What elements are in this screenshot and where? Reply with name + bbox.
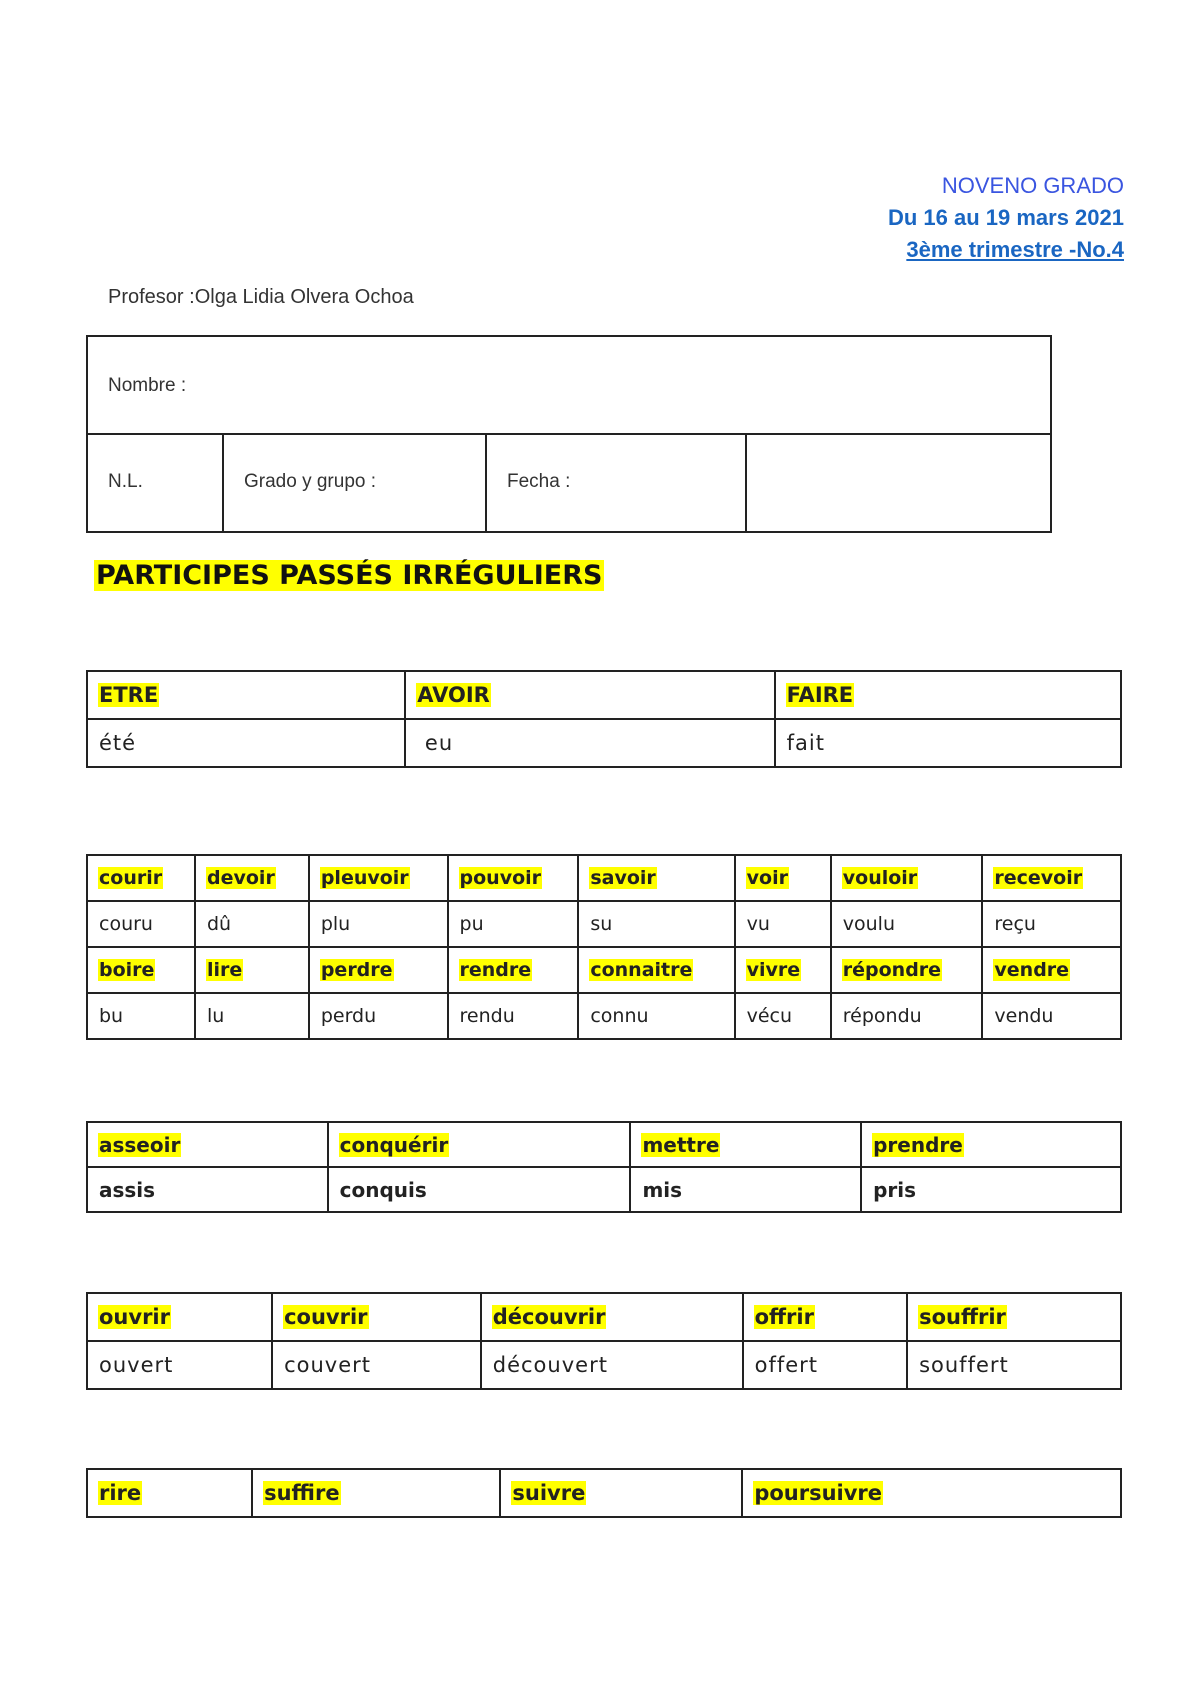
verb-row <box>87 671 1121 719</box>
participle-row <box>87 1341 1121 1389</box>
nl-field[interactable] <box>88 435 224 533</box>
verb-cell <box>742 1469 1121 1517</box>
participle-cell <box>328 1167 631 1212</box>
participle-label: conquis <box>339 1177 427 1202</box>
participle-label: fait <box>786 731 825 755</box>
verb-cell <box>743 1293 907 1341</box>
date-field[interactable] <box>487 435 747 533</box>
participle-cell <box>272 1341 481 1389</box>
verb-cell <box>87 1469 252 1517</box>
participle-cell <box>735 901 831 947</box>
verb-cell <box>328 1122 631 1167</box>
verb-cell <box>831 855 983 901</box>
participle-row <box>87 1167 1121 1212</box>
participle-cell <box>630 1167 861 1212</box>
name-label: Nombre : <box>108 375 187 396</box>
participle-label: reçu <box>994 913 1036 935</box>
verb-cell <box>735 947 831 993</box>
grade-group-field[interactable] <box>224 435 487 533</box>
grade-label: NOVENO GRADO <box>941 173 1124 198</box>
participle-cell <box>309 901 448 947</box>
participle-label: pris <box>873 1177 917 1202</box>
infinitive-label: mettre <box>642 1132 720 1157</box>
participle-cell <box>87 1341 272 1389</box>
verb-cell <box>982 947 1121 993</box>
infinitive-label: devoir <box>207 867 275 889</box>
participle-label: connu <box>590 1005 649 1027</box>
participle-label: dû <box>207 913 232 935</box>
participle-label: vécu <box>746 1005 793 1027</box>
verb-cell <box>309 947 448 993</box>
participle-label: ouvert <box>99 1353 174 1377</box>
participle-label: assis <box>99 1177 156 1202</box>
verb-row <box>87 1122 1121 1167</box>
participle-cell <box>831 901 983 947</box>
infinitive-label: vendre <box>994 959 1070 981</box>
infinitive-label: AVOIR <box>417 683 490 707</box>
infinitive-label: vouloir <box>842 867 918 889</box>
name-field[interactable] <box>88 337 1050 435</box>
verb-row <box>87 1469 1121 1517</box>
infinitive-label: ouvrir <box>99 1305 170 1329</box>
verb-cell <box>272 1293 481 1341</box>
student-info-box <box>86 335 1052 533</box>
infinitive-label: pouvoir <box>459 867 542 889</box>
verb-cell <box>907 1293 1121 1341</box>
verb-cell <box>87 855 195 901</box>
infinitive-label: prendre <box>873 1132 963 1157</box>
participle-label: eu <box>417 731 454 755</box>
infinitive-label: courir <box>99 867 163 889</box>
teacher-name: Profesor :Olga Lidia Olvera Ochoa <box>108 286 414 308</box>
participle-label: perdu <box>320 1005 377 1027</box>
verb-cell <box>448 947 579 993</box>
verb-cell <box>87 1293 272 1341</box>
page-title: PARTICIPES PASSÉS IRRÉGULIERS <box>96 560 603 591</box>
verb-cell <box>87 671 405 719</box>
infinitive-label: souffrir <box>919 1305 1006 1329</box>
participle-cell <box>907 1341 1121 1389</box>
participle-label: souffert <box>919 1353 1009 1377</box>
participle-cell <box>87 901 195 947</box>
infinitive-label: recevoir <box>994 867 1083 889</box>
participle-label: su <box>590 913 613 935</box>
participle-label: lu <box>207 1005 225 1027</box>
verb-cell <box>195 947 309 993</box>
participle-cell <box>775 719 1121 767</box>
infinitive-label: rendre <box>459 959 532 981</box>
participle-cell <box>448 901 579 947</box>
verb-table-2 <box>86 854 1122 1040</box>
infinitive-label: rire <box>99 1481 142 1505</box>
participle-label: plu <box>320 913 351 935</box>
date-range: Du 16 au 19 mars 2021 <box>887 205 1124 230</box>
infinitive-label: voir <box>746 867 788 889</box>
verb-table-5 <box>86 1468 1122 1518</box>
participle-row <box>87 719 1121 767</box>
infinitive-label: répondre <box>842 959 942 981</box>
participle-cell <box>982 993 1121 1039</box>
participle-cell <box>87 1167 328 1212</box>
infinitive-label: offrir <box>754 1305 814 1329</box>
verb-cell <box>578 855 734 901</box>
verb-cell <box>195 855 309 901</box>
verb-cell <box>630 1122 861 1167</box>
participle-cell <box>982 901 1121 947</box>
participle-cell <box>448 993 579 1039</box>
verb-row <box>87 855 1121 901</box>
infinitive-label: suffire <box>264 1481 340 1505</box>
infinitive-label: pleuvoir <box>320 867 409 889</box>
infinitive-label: découvrir <box>492 1305 606 1329</box>
infinitive-label: suivre <box>512 1481 586 1505</box>
participle-cell <box>578 901 734 947</box>
verb-cell <box>448 855 579 901</box>
participle-cell <box>743 1341 907 1389</box>
participle-label: mis <box>642 1177 683 1202</box>
date-label: Fecha : <box>507 471 571 492</box>
infinitive-label: connaitre <box>590 959 693 981</box>
verb-cell <box>578 947 734 993</box>
participle-label: couvert <box>284 1353 371 1377</box>
participle-label: voulu <box>842 913 895 935</box>
infinitive-label: asseoir <box>99 1132 181 1157</box>
participle-cell <box>195 901 309 947</box>
participle-label: pu <box>459 913 484 935</box>
infinitive-label: FAIRE <box>786 683 854 707</box>
verb-cell <box>87 947 195 993</box>
participle-cell <box>578 993 734 1039</box>
verb-cell <box>405 671 774 719</box>
header-block <box>888 170 1124 266</box>
participle-row <box>87 993 1121 1039</box>
verb-cell <box>982 855 1121 901</box>
verb-row <box>87 947 1121 993</box>
participle-cell <box>87 719 405 767</box>
participle-cell <box>87 993 195 1039</box>
participle-label: bu <box>99 1005 124 1027</box>
infinitive-label: poursuivre <box>754 1481 883 1505</box>
participle-label: été <box>99 731 137 755</box>
participle-cell <box>735 993 831 1039</box>
participle-label: couru <box>99 913 153 935</box>
verb-table-3 <box>86 1121 1122 1213</box>
verb-cell <box>735 855 831 901</box>
participle-cell <box>861 1167 1121 1212</box>
verb-cell <box>500 1469 742 1517</box>
nl-label: N.L. <box>108 471 143 492</box>
infinitive-label: couvrir <box>284 1305 368 1329</box>
participle-cell <box>481 1341 743 1389</box>
verb-cell <box>252 1469 500 1517</box>
participle-cell <box>405 719 774 767</box>
verb-cell <box>831 947 983 993</box>
infinitive-label: lire <box>207 959 243 981</box>
verb-table-1 <box>86 670 1122 768</box>
extra-field[interactable] <box>747 435 1050 533</box>
participle-label: vendu <box>994 1005 1054 1027</box>
participle-cell <box>195 993 309 1039</box>
verb-cell <box>861 1122 1121 1167</box>
trimester-link[interactable]: 3ème trimestre -No.4 <box>906 237 1124 262</box>
participle-label: vu <box>746 913 770 935</box>
verb-cell <box>87 1122 328 1167</box>
infinitive-label: conquérir <box>339 1132 449 1157</box>
participle-cell <box>831 993 983 1039</box>
participle-row <box>87 901 1121 947</box>
participle-cell <box>309 993 448 1039</box>
participle-label: découvert <box>492 1353 608 1377</box>
infinitive-label: ETRE <box>99 683 159 707</box>
participle-label: rendu <box>459 1005 515 1027</box>
infinitive-label: boire <box>99 959 155 981</box>
verb-row <box>87 1293 1121 1341</box>
infinitive-label: savoir <box>590 867 656 889</box>
verb-cell <box>309 855 448 901</box>
verb-cell <box>775 671 1121 719</box>
participle-label: offert <box>754 1353 819 1377</box>
participle-label: répondu <box>842 1005 922 1027</box>
verb-table-4 <box>86 1292 1122 1390</box>
verb-cell <box>481 1293 743 1341</box>
grade-group-label: Grado y grupo : <box>244 471 377 492</box>
infinitive-label: vivre <box>746 959 801 981</box>
infinitive-label: perdre <box>320 959 393 981</box>
